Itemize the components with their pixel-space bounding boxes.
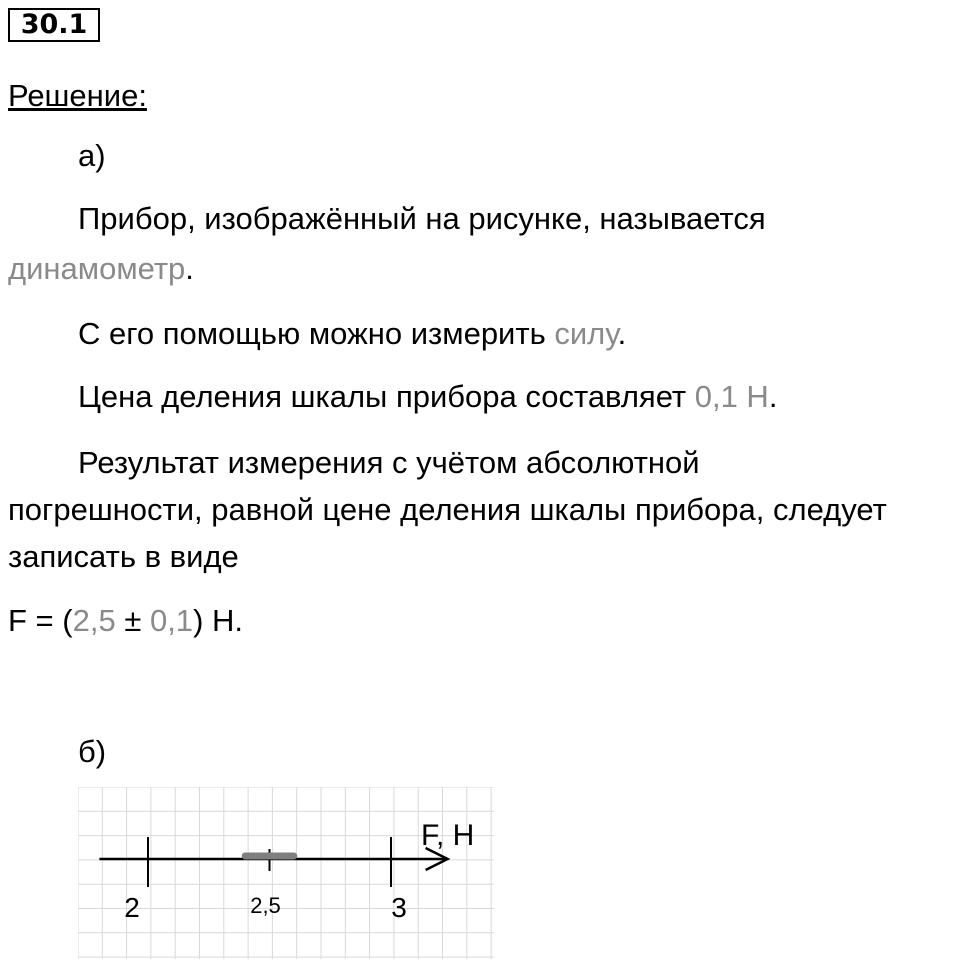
part-a-label: а) — [78, 138, 106, 173]
solution-heading: Решение: — [8, 78, 147, 113]
formula-error: 0,1 — [149, 603, 194, 638]
tick-label-2: 2 — [124, 892, 140, 923]
task-number-box — [8, 8, 100, 42]
sentence-2-end: . — [617, 316, 627, 351]
formula-prefix: F = ( — [8, 603, 73, 638]
sentence-3-text: Цена деления шкалы прибора составляет — [78, 379, 695, 414]
sentence-2-text: С его помощью можно измерить — [78, 316, 555, 351]
formula-value: 2,5 — [72, 603, 116, 638]
answer-division: 0,1 Н — [694, 379, 769, 414]
formula-pm: ± — [115, 603, 150, 638]
part-b-label: б) — [78, 734, 107, 769]
formula-suffix: ) Н. — [193, 603, 243, 638]
sentence-1-line-1: Прибор, изображённый на рисунке, называется — [78, 201, 766, 236]
grid-background — [78, 787, 494, 959]
axis-label: F, Н — [421, 819, 475, 852]
sentence-2 — [78, 314, 626, 354]
sentence-4-line-3: записать в виде — [8, 539, 239, 574]
answer-quantity: силу — [554, 316, 618, 351]
number-line-diagram — [78, 787, 494, 959]
answer-device: динамометр — [8, 251, 186, 286]
tick-label-3: 3 — [391, 892, 407, 923]
sentence-3-end: . — [768, 379, 778, 414]
sentence-3 — [78, 377, 777, 417]
sentence-1-line-2 — [8, 249, 194, 289]
tick-label-2-5: 2,5 — [250, 893, 281, 918]
result-formula — [8, 601, 243, 641]
task-number: 30.1 — [20, 9, 88, 40]
sentence-1-end: . — [185, 251, 194, 286]
sentence-4-line-1: Результат измерения с учётом абсолютной — [78, 445, 700, 480]
sentence-4-line-2: погрешности, равной цене деления шкалы прибора, следует — [8, 492, 887, 527]
